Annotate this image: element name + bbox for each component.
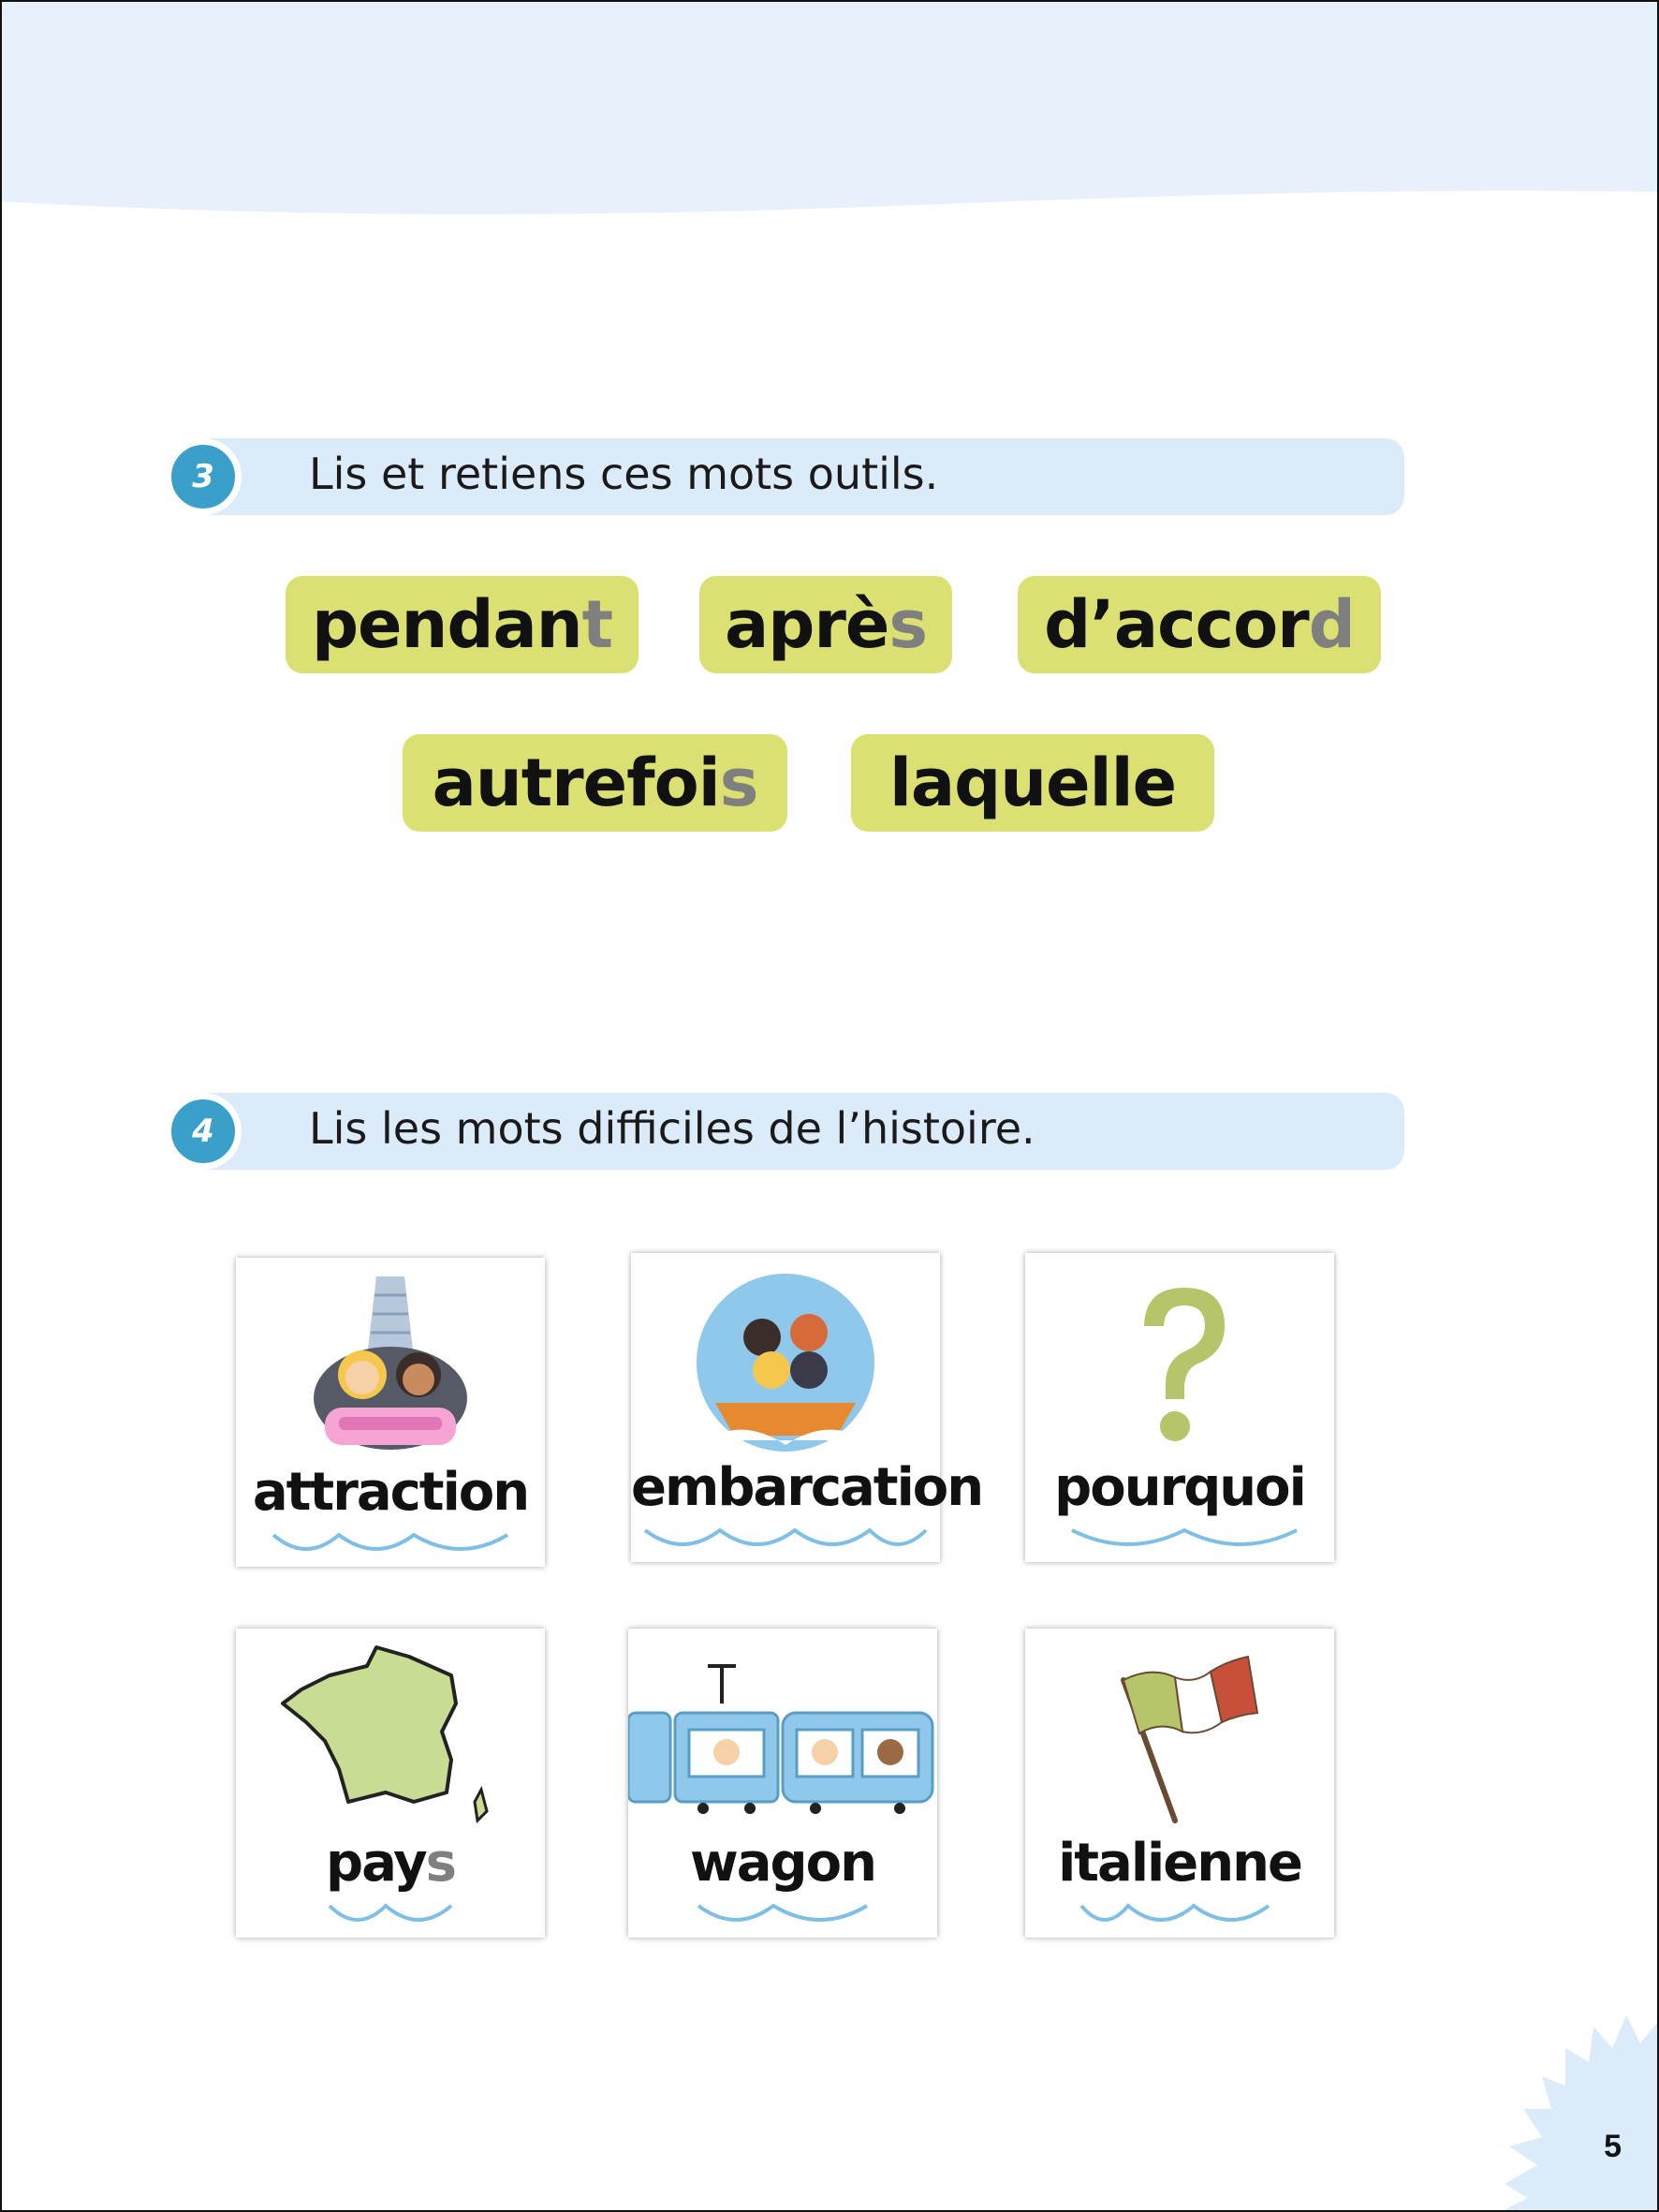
silent-letter: s xyxy=(888,586,927,663)
card-word xyxy=(631,1457,983,1518)
section-3-header xyxy=(165,436,1405,517)
word-chip-daccord xyxy=(1018,576,1381,673)
word-chip-pendant xyxy=(286,576,639,673)
syllable-arcs xyxy=(236,1900,545,1934)
card-word xyxy=(1025,1833,1334,1894)
corner-starburst xyxy=(1453,2015,1659,2212)
word-card-wagon xyxy=(628,1629,937,1938)
section-3-instruction: Lis et retiens ces mots outils. xyxy=(309,449,939,499)
syllable-arcs xyxy=(1025,1900,1334,1934)
word-card-pays xyxy=(236,1629,545,1938)
word-main: attraction xyxy=(252,1462,529,1523)
section-4-instruction: Lis les mots difficiles de l’histoire. xyxy=(309,1103,1035,1154)
word-main: embarcation xyxy=(631,1457,983,1518)
word-card-italienne xyxy=(1025,1629,1334,1938)
word-main: italienne xyxy=(1058,1833,1301,1894)
syllable-arcs xyxy=(236,1529,545,1563)
silent-letter: s xyxy=(425,1833,455,1894)
syllable-arcs xyxy=(631,1525,940,1558)
word-main: d’accor xyxy=(1044,586,1309,663)
question-mark-icon xyxy=(1025,1253,1334,1468)
page-number: 5 xyxy=(1604,2129,1622,2164)
silent-letter: d xyxy=(1308,586,1355,663)
card-word xyxy=(1025,1457,1334,1518)
word-main: autrefoi xyxy=(432,745,720,821)
word-main: laquelle xyxy=(888,745,1177,821)
card-word xyxy=(236,1462,545,1523)
boat-ride-kids-icon xyxy=(631,1253,940,1468)
roller-coaster-kids-icon xyxy=(236,1258,545,1473)
word-chip-autrefois xyxy=(403,734,787,832)
top-wave-banner xyxy=(0,0,1659,225)
silent-letter: s xyxy=(719,745,758,821)
section-number-badge: 4 xyxy=(165,1093,242,1170)
france-map-icon xyxy=(236,1629,545,1844)
section-4-header xyxy=(165,1091,1405,1172)
word-card-pourquoi xyxy=(1025,1253,1334,1562)
word-main: aprè xyxy=(724,586,889,663)
word-card-embarcation xyxy=(631,1253,983,1562)
word-main: pendan xyxy=(311,586,582,663)
card-word xyxy=(628,1833,937,1894)
word-card-attraction xyxy=(236,1258,545,1567)
section-number-badge: 3 xyxy=(165,438,242,515)
tram-wagon-icon xyxy=(628,1629,937,1844)
card-word xyxy=(236,1833,545,1894)
syllable-arcs xyxy=(1025,1525,1334,1558)
word-main: wagon xyxy=(690,1833,875,1894)
silent-letter: t xyxy=(581,586,613,663)
syllable-arcs xyxy=(628,1900,937,1934)
italian-flag-icon xyxy=(1025,1629,1334,1844)
word-chip-apres xyxy=(699,576,952,673)
word-chip-laquelle xyxy=(851,734,1214,832)
word-main: pourquoi xyxy=(1054,1457,1305,1518)
word-main: pay xyxy=(326,1833,426,1894)
